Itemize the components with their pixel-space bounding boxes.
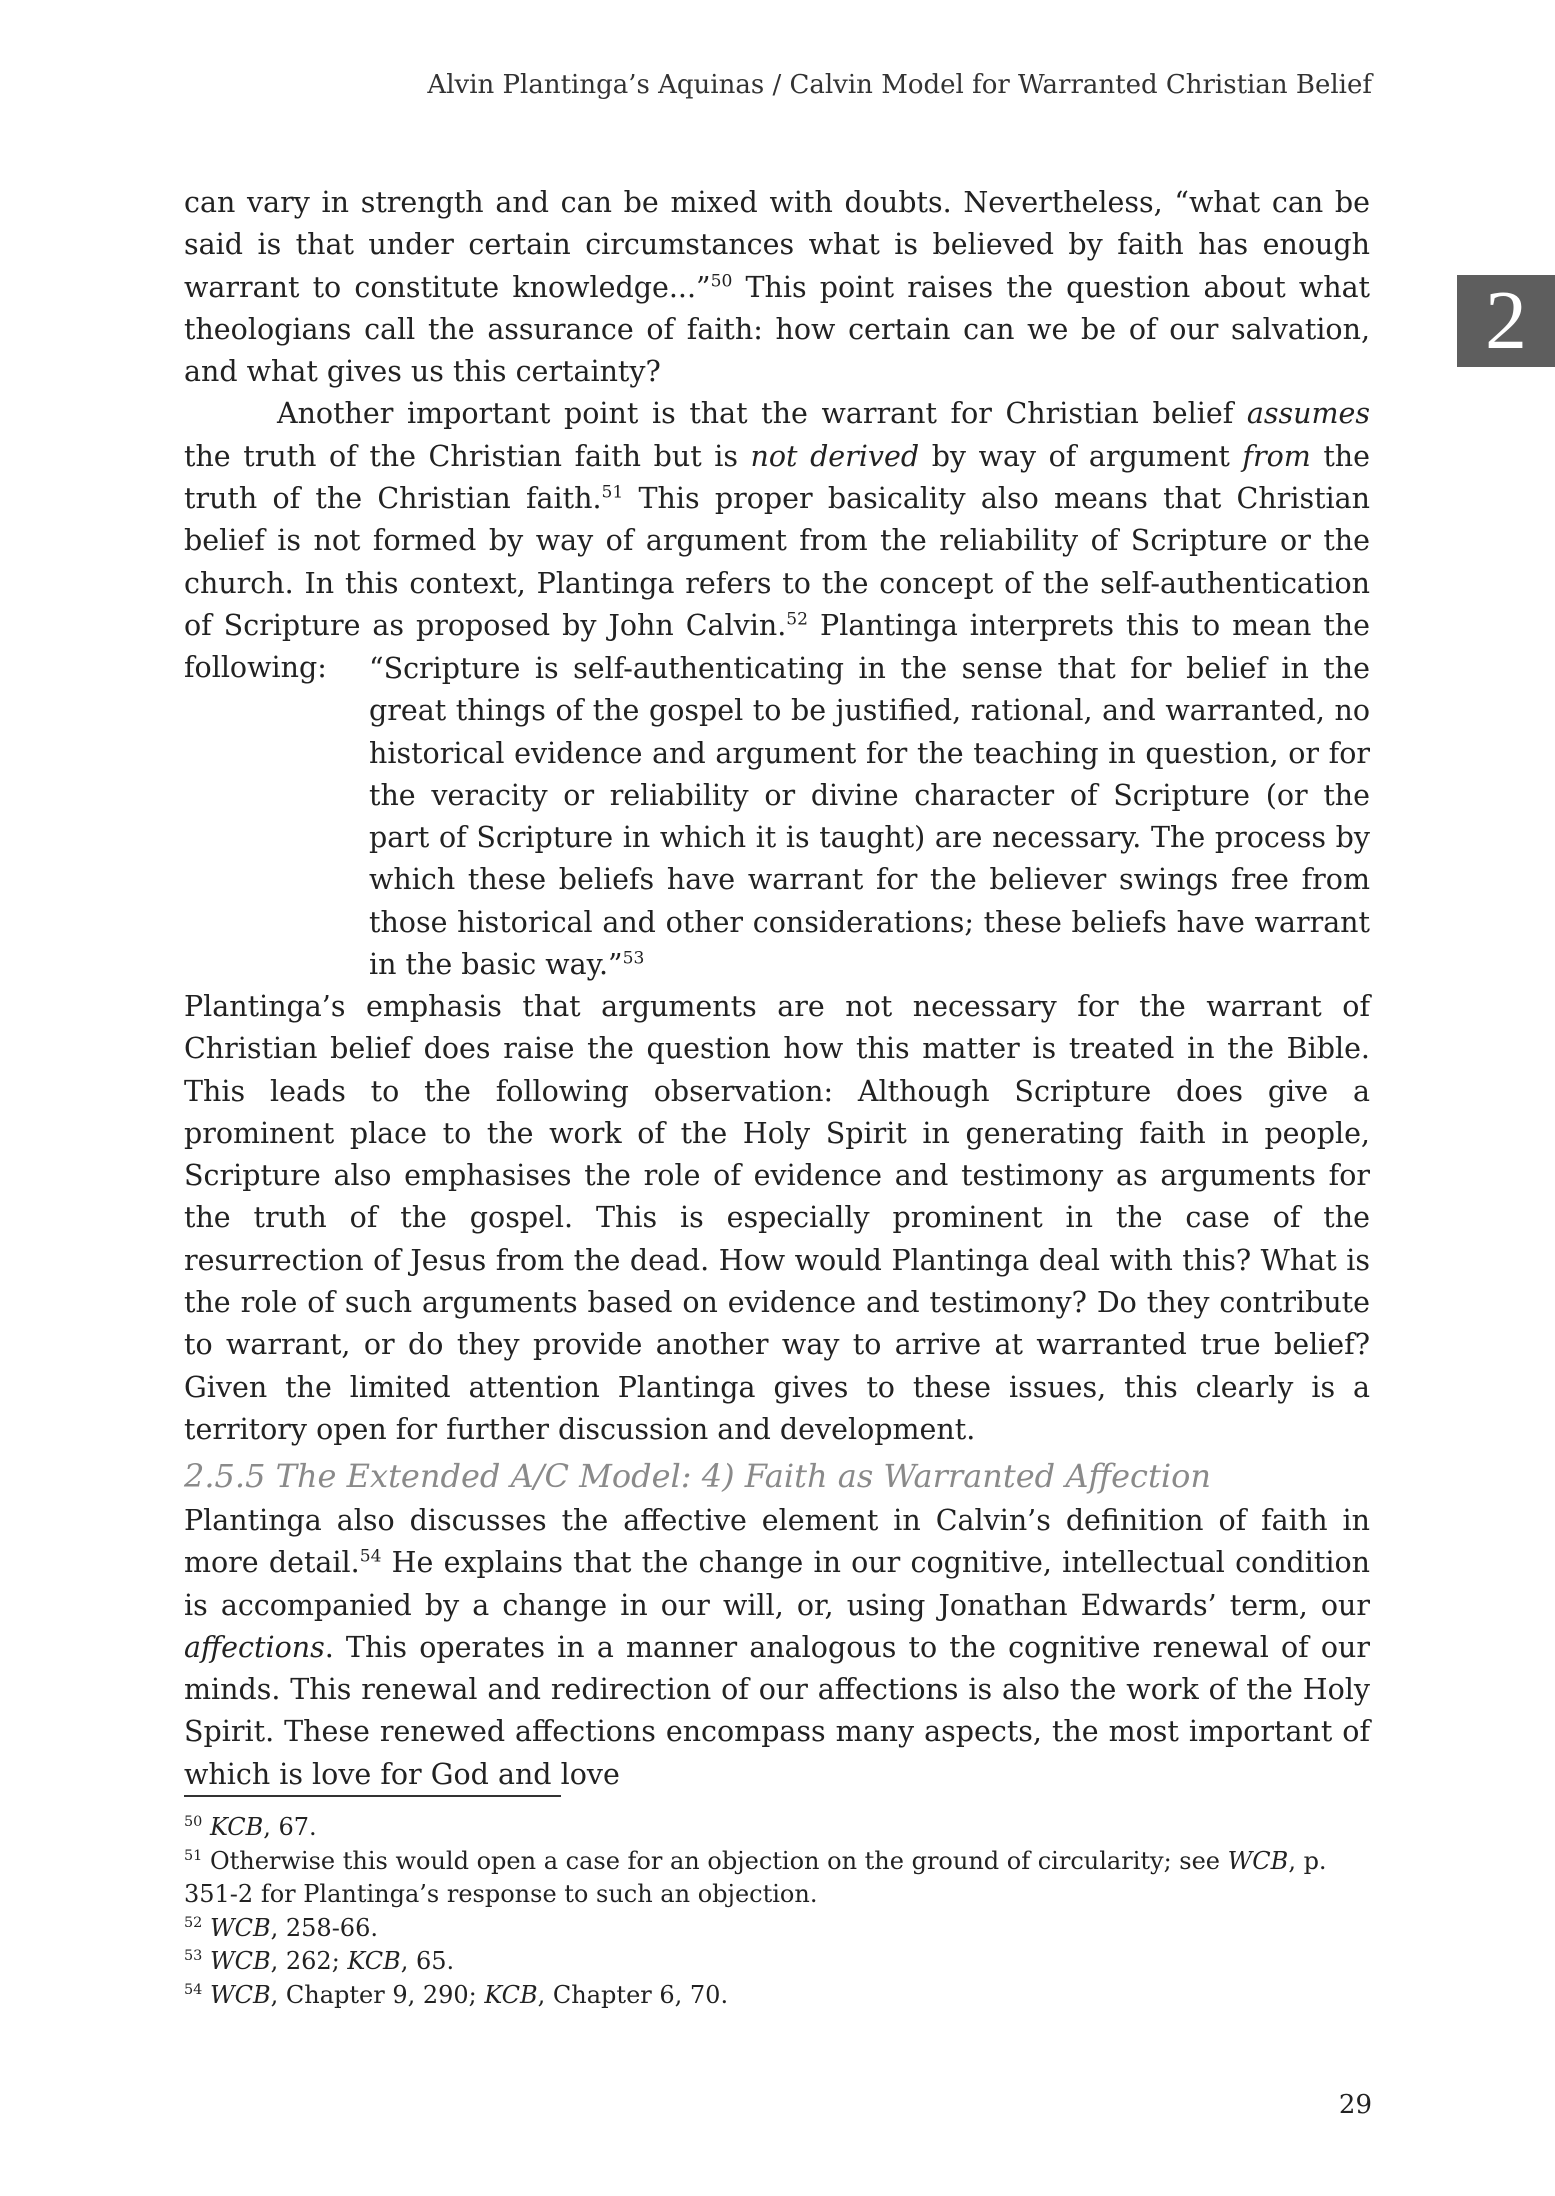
footnote-ref-54[interactable]: 54 <box>359 1546 382 1567</box>
italic-term: from <box>1242 439 1311 473</box>
footnote-54 <box>184 1979 1370 2013</box>
text-run: the truth of the Christian faith. <box>184 439 1371 516</box>
italic-term: not derived <box>750 439 920 473</box>
paragraph-warranted-affection <box>184 1500 1370 1796</box>
footnote-53 <box>184 1945 1370 1979</box>
paragraph-self-authentication <box>184 393 1370 689</box>
footnotes <box>184 1811 1370 2012</box>
footnote-text: , 258-66. <box>270 1913 378 1942</box>
footnote-source-abbrev: WCB <box>209 1947 271 1975</box>
page-number: 29 <box>1338 2090 1372 2120</box>
running-header: Alvin Plantinga’s Aquinas / Calvin Model for Warranted Christian Belief <box>427 70 1372 100</box>
text-run: can vary in strength and can be mixed with doubts. Nevertheless, “what can be said is that under certain circumstances what is believed by faith has enough warrant to constitute knowledge...” <box>184 186 1370 304</box>
block-quote <box>369 648 1370 986</box>
text-run: the truth of the Christian faith but is <box>184 439 751 473</box>
footnote-51 <box>184 1845 1370 1912</box>
footnote-source-abbrev: KCB <box>484 1980 538 2009</box>
body-text-top <box>184 182 1370 690</box>
footnote-number: 51 <box>184 1847 203 1864</box>
body-text-middle <box>184 986 1370 1451</box>
italic-term: affections <box>184 1630 325 1664</box>
text-run: by way of argument <box>919 439 1243 473</box>
footnote-source-abbrev: KCB <box>209 1813 264 1841</box>
italic-term: assumes <box>1246 397 1370 431</box>
chapter-number-tab: 2 <box>1457 275 1555 367</box>
footnote-text: , Chapter 6, 70. <box>537 1980 729 2009</box>
footnote-source-abbrev: WCB <box>209 1913 271 1942</box>
text-run: . This operates in a manner analogous to the cognitive renewal of our minds. This renewal and redirection of our affections is also the work of the Holy Spirit. These renewed affections encompass many aspects, the most important of which is love for God and love <box>184 1630 1370 1791</box>
footnote-ref-50[interactable]: 50 <box>710 271 733 292</box>
body-text-bottom <box>184 1500 1370 1796</box>
footnote-ref-53[interactable]: 53 <box>622 948 645 969</box>
footnote-text: Otherwise this would open a case for an objection on the ground of circularity; see <box>202 1846 1228 1875</box>
footnote-number: 53 <box>184 1948 203 1964</box>
footnote-ref-52[interactable]: 52 <box>786 609 809 630</box>
text-run: Plantinga interprets this to mean the following: <box>184 608 1371 685</box>
footnote-text: , 67. <box>263 1813 317 1841</box>
footnote-number: 54 <box>184 1981 203 1998</box>
text-run: He explains that the change in our cognitive, intellectual condition is accompanied by a change in our will, or, using Jonathan Edwards’ term, our <box>184 1546 1370 1622</box>
text-run: This proper basicality also means that Christian belief is not formed by way of argument from the reliability of Scripture or the church. In this context, Plantinga refers to the concept of the self-authentication of Scripture as proposed by John Calvin. <box>184 482 1370 642</box>
text-run: Plantinga also discusses the affective element in Calvin’s definition of faith in more detail. <box>184 1504 1370 1580</box>
footnote-text: , p. 351-2 for Plantinga’s response to such an objection. <box>184 1846 1327 1908</box>
footnote-source-abbrev: WCB <box>1227 1846 1289 1875</box>
footnote-ref-51[interactable]: 51 <box>601 482 624 503</box>
section-heading: 2.5.5 The Extended A/C Model: 4) Faith as Warranted Affection <box>184 1457 1211 1495</box>
footnote-52 <box>184 1912 1370 1946</box>
text-run: This point raises the question about what theologians call the assurance of faith: how certain can we be of our salvation, and what gives us this certainty? <box>184 270 1371 389</box>
footnote-number: 50 <box>184 1814 203 1830</box>
footnote-text: , 262; <box>270 1947 348 1975</box>
paragraph-arguments-bible: Plantinga’s emphasis that arguments are not necessary for the warrant of Christian belief does raise the question how this matter is treated in the Bible. This leads to the following observation: Although Scripture does give a prominent place to the work of the Holy Spirit in generating faith in people, Scripture also emphasises the role of evidence and testimony as arguments for the truth of the gospel. This is especially prominent in the case of the resurrection of Jesus from the dead. How would Plantinga deal with this? What is the role of such arguments based on evidence and testimony? Do they contribute to warrant, or do they provide another way to arrive at warranted true belief? Given the limited attention Plantinga gives to these issues, this clearly is a territory open for further discussion and development. <box>184 990 1370 1446</box>
quote-text: “Scripture is self-authenticating in the sense that for belief in the great things of the gospel to be justified, rational, and warranted, no historical evidence and argument for the teaching in question, or for the veracity or reliability or divine character of Scripture (or the part of Scripture in which it is taught) are necessary. The process by which these beliefs have warrant for the believer swings free from those historical and other considerations; these beliefs have warrant in the basic way.” <box>369 652 1370 982</box>
paragraph-assurance-of-faith <box>184 182 1370 393</box>
footnote-separator <box>184 1795 561 1797</box>
text-run: Another important point is that the warrant for Christian belief <box>277 397 1247 431</box>
footnote-number: 52 <box>184 1914 203 1931</box>
footnote-source-abbrev: WCB <box>209 1980 271 2009</box>
footnote-text: , Chapter 9, 290; <box>270 1980 485 2009</box>
footnote-source-abbrev: KCB <box>347 1947 401 1975</box>
footnote-text: , 65. <box>400 1947 455 1975</box>
footnote-50 <box>184 1811 1370 1845</box>
